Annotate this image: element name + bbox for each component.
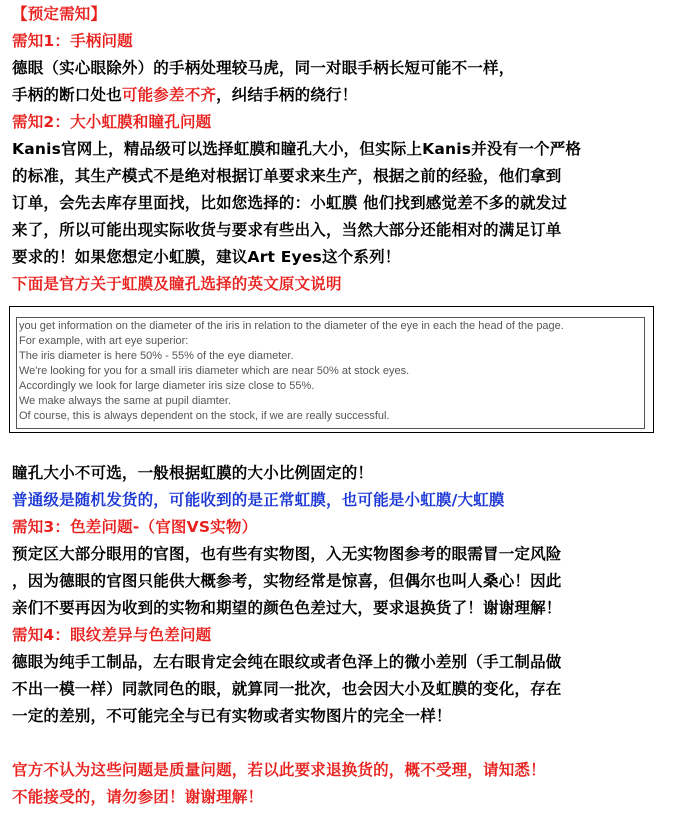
english-excerpt-frame <box>9 306 654 433</box>
policy-closing: 不能接受的，请勿参团！谢谢理解！ <box>12 788 264 806</box>
text-segment: 手柄的断口处也 <box>12 86 122 104</box>
notice-3-text-line: 预定区大部分眼用的官图，也有些有实物图，入无实物图参考的眼需冒一定风险 <box>12 545 562 563</box>
notice-4-text-line: 不出一模一样）同款同色的眼，就算同一批次，也会因大小及虹膜的变化，存在 <box>12 680 562 698</box>
pupil-size-note: 瞳孔大小不可选，一般根据虹膜的大小比例固定的！ <box>12 464 374 482</box>
notice-heading: 【预定需知】 <box>12 5 107 23</box>
notice-2-text-line: 的标准，其生产模式不是绝对根据订单要求来生产，根据之前的经验，他们拿到 <box>12 167 562 185</box>
notice-3-title: 需知3：色差问题-（官图VS实物） <box>12 518 258 536</box>
notice-2-text-line: 要求的！如果您想定小虹膜，建议Art Eyes这个系列！ <box>12 248 401 266</box>
notice-4-text-line: 一定的差别，不可能完全与已有实物或者实物图片的完全一样！ <box>12 707 452 725</box>
english-excerpt-box[interactable] <box>16 317 645 429</box>
notice-2-title: 需知2：大小虹膜和瞳孔问题 <box>12 113 212 131</box>
notice-2-text-line: Kanis官网上，精品级可以选择虹膜和瞳孔大小，但实际上Kanis并没有一个严格 <box>12 140 582 158</box>
notice-1-text-line <box>12 85 357 105</box>
english-line: We're looking for you for a small iris diameter which are near 50% at stock eyes. <box>19 365 410 377</box>
english-line: you get information on the diameter of the iris in relation to the diameter of the eye in each the head of the page. <box>19 320 564 332</box>
notice-1-title: 需知1：手柄问题 <box>12 32 133 50</box>
policy-statement: 官方不认为这些问题是质量问题，若以此要求退换货的，概不受理，请知悉！ <box>12 761 546 779</box>
english-line: The iris diameter is here 50% - 55% of the eye diameter. <box>19 350 294 362</box>
notice-2-text-line: 来了，所以可能出现实际收货与要求有些出入，当然大部分还能相对的满足订单 <box>12 221 562 239</box>
notice-3-text-line: ，因为德眼的官图只能供大概参考，实物经常是惊喜，但偶尔也叫人桑心！因此 <box>12 572 562 590</box>
english-line: Of course, this is always dependent on the stock, if we are really successful. <box>19 410 390 422</box>
english-line: For example, with art eye superior: <box>19 335 189 347</box>
notice-4-title: 需知4：眼纹差异与色差问题 <box>12 626 212 644</box>
notice-4-text-line: 德眼为纯手工制品，左右眼肯定会纯在眼纹或者色泽上的微小差别（手工制品做 <box>12 653 562 671</box>
english-source-caption: 下面是官方关于虹膜及瞳孔选择的英文原文说明 <box>12 275 342 293</box>
notice-1-text-line: 德眼（实心眼除外）的手柄处理较马虎，同一对眼手柄长短可能不一样， <box>12 59 515 77</box>
notice-2-text-line: 订单，会先去库存里面找，比如您选择的：小虹膜 他们找到感觉差不多的就发过 <box>12 194 568 212</box>
english-line: Accordingly we look for large diameter iris size close to 55%. <box>19 380 315 392</box>
highlighted-text: 可能参差不齐 <box>121 86 217 104</box>
english-line: We make always the same at pupil diamter. <box>19 395 231 407</box>
standard-grade-note: 普通级是随机发货的，可能收到的是正常虹膜，也可能是小虹膜/大虹膜 <box>12 491 505 509</box>
notice-3-text-line: 亲们不要再因为收到的实物和期望的颜色色差过大，要求退换货了！谢谢理解！ <box>12 599 562 617</box>
text-segment: ，纠结手柄的绕行！ <box>216 86 358 104</box>
